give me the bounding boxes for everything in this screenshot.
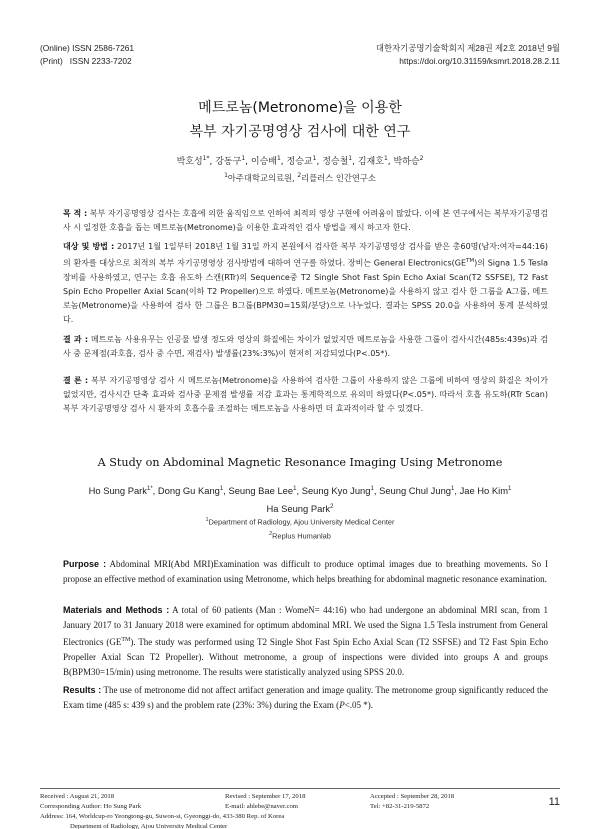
author-affiliation-mark: 1 <box>293 486 297 492</box>
accepted-date: Accepted : September 28, 2018 <box>370 793 455 800</box>
issn-online: (Online) ISSN 2586-7261 <box>40 43 135 53</box>
author-affiliation-mark: 1 <box>370 486 374 492</box>
author-affiliation-mark: 1 <box>348 155 353 162</box>
author-affiliation-mark: 1 <box>508 486 512 492</box>
address-line1: Address: 164, Worldcup-ro Yeongtong-gu, Suwon-si, Gyeonggi-do, 433-380 Rep. of Korea <box>40 813 285 820</box>
corresponding-author: Corresponding Author: Ho Sung Park <box>40 803 142 810</box>
author-name: 김재호 <box>357 157 384 167</box>
author-name: Seung Bae Lee <box>228 485 294 497</box>
korean-purpose <box>63 207 548 235</box>
english-title: A Study on Abdominal Magnetic Resonance Imaging Using Metronome <box>97 456 503 469</box>
affiliation-name: 리플러스 인간연구소 <box>301 173 376 183</box>
author-affiliation-mark: 1 <box>312 155 317 162</box>
korean-methods-text-a: 2017년 1월 1일부터 2018년 1월 31일 까지 본원에서 검사한 복부 자기공명영상 검사를 받은 총60명(남자:여자=44:16)의 환자를 대상으로 최적의 복부 자기공명영상 검사방법에 대하여 연구를 하였다. 장비는 General Electronics(GE <box>63 242 548 268</box>
korean-methods-label: 대상 및 방법 : <box>63 242 115 251</box>
affiliation-mark: 2 <box>269 531 273 538</box>
page-number: 11 <box>548 796 560 808</box>
english-authors: Ho Sung Park$^{1*}$, Dong Gu Kang$^1$, Seung Bae Lee$^1$, Seung Kyo Jung$^1$, Seung Chul Jung$^1$, Jae Ho Kim$^1$ Ha Seung Park$^2$ <box>88 485 512 515</box>
english-methods-tm: TM <box>121 637 131 643</box>
english-methods-text-b: ). The study was performed using T2 Single Shot Fast Spin Echo Axial Scan (T2 SSFSE) and T2 Fast Spin Echo Propeller Axial Scan T2 Propeller). Without metronome, a group of inspections were divided into groups A and groups B(BPM30=15/min) using metronome. The results were statistically analyzed using SPSS 20.0. <box>63 637 548 677</box>
issn-print: (Print) ISSN 2233-7202 <box>40 56 132 66</box>
author-affiliation-mark: 1 <box>219 486 224 492</box>
korean-results-label: 결 과 : <box>63 335 89 344</box>
author-name: Seung Chul Jung <box>379 485 451 497</box>
author-name: 박하승 <box>393 157 420 167</box>
author-name: 강동구 <box>215 157 242 167</box>
author-name: 정승철 <box>322 157 349 167</box>
korean-methods-tm: TM <box>466 258 475 264</box>
english-purpose-label: Purpose : <box>63 559 107 569</box>
author-name: Ho Sung Park <box>88 485 147 497</box>
author-name: 정승교 <box>286 157 313 167</box>
author-name: 박호성 <box>176 157 203 167</box>
english-methods-label: Materials and Methods : <box>63 605 170 615</box>
korean-affiliations: $^1$아주대학교의료원, $^2$리플러스 인간연구소 <box>224 172 376 183</box>
author-affiliation-mark: 2 <box>419 155 424 162</box>
korean-purpose-label: 목 적 : <box>63 209 88 218</box>
footer-divider <box>40 788 560 789</box>
address-line2: Department of Radiology, Ajou University Medical Center <box>70 823 228 829</box>
author-affiliation-mark: 1 <box>276 155 281 162</box>
author-name: Ha Seung Park <box>266 503 331 515</box>
revised-date: Revised : September 17, 2018 <box>225 793 306 800</box>
author-affiliation-mark: 1 <box>383 155 388 162</box>
korean-conclusion <box>63 374 548 416</box>
author-name: Dong Gu Kang <box>157 485 220 497</box>
korean-methods-text-b: )의 Signa 1.5 Tesla 장비를 사용하였고, 연구는 호흡 유도하 스캔(RTr)의 Sequence중 T2 Single Shot Fast Spin Echo Axial Scan(T2 SSFSE), T2 Fast Spin Echo Propeller Axial Scan(이하 T2 Propeller)으로 하였다. 메트로놈(Metronome)을 사용하지 않고 검사 한 그룹을 A그룹, 메트로놈(Metronome)을 사용하여 검사 한 그룹은 B그룹(BPM30=15회/분당)으로 나누었다. 결과는 SPSS 20.0을 사용하여 통계 분석하였다. <box>63 258 548 324</box>
english-results-p: P <box>339 700 345 710</box>
korean-results <box>63 333 548 361</box>
author-affiliation-mark: 1 <box>451 486 455 492</box>
korean-title-line2: 복부 자기공명영상 검사에 대한 연구 <box>189 124 411 140</box>
author-name: Seung Kyo Jung <box>301 485 371 497</box>
telephone: Tel: +82-31-219-5872 <box>370 803 430 810</box>
korean-results-text: 메트로놈 사용유무는 인공물 발생 정도와 영상의 화질에는 차이가 없었지만 메트로놈을 사용한 그룹이 검사시간(485s:439s)과 검사 중 문제점(과호흡, 검사 중 수면, 재검사) 발생률(23%:3%)이 현저히 저감되었다(P<.05*). <box>63 335 548 358</box>
doi-link[interactable]: https://doi.org/10.31159/ksmrt.2018.28.2.11 <box>399 56 560 66</box>
journal-block <box>376 42 560 68</box>
author-affiliation-mark: 2 <box>330 504 334 511</box>
author-affiliation-mark: 1 <box>241 155 246 162</box>
author-name: 이승배 <box>250 157 277 167</box>
affiliation-name: Replus Humanlab <box>272 531 331 541</box>
received-date: Received : August 21, 2018 <box>40 793 115 800</box>
korean-methods <box>63 240 548 327</box>
english-results-label: Results : <box>63 685 102 695</box>
korean-conclusion-label: 결 론 : <box>63 376 89 385</box>
korean-authors: 박호성$^{1*}$, 강동구$^1$, 이승배$^1$, 정승교$^1$, 정승철$^1$, 김재호$^1$, 박하승$^2$ <box>176 155 424 167</box>
issn-block <box>40 42 134 68</box>
author-affiliation-mark: 1* <box>202 155 210 162</box>
english-methods <box>63 603 548 680</box>
email: E-mail: ablebe@naver.com <box>225 803 299 810</box>
english-purpose <box>63 557 548 587</box>
author-affiliation-mark: 1* <box>146 486 153 492</box>
affiliation-mark: 1 <box>224 172 228 180</box>
author-name: Jae Ho Kim <box>459 485 509 497</box>
affiliation-mark: 2 <box>297 172 302 180</box>
affiliation-name: 아주대학교의료원 <box>227 173 293 183</box>
english-purpose-text: Abdominal MRI(Abd MRI)Examination was difficult to produce optimal images due to breathing movements. So I propose an effective method of examination using Metronome, which helps breathing for abdominal magnetic resonance examination. <box>63 559 549 584</box>
affiliation-name: Department of Radiology, Ajou University Medical Center <box>208 517 395 527</box>
english-results <box>63 683 548 713</box>
korean-title <box>0 96 600 144</box>
journal-citation: 대한자기공명기술학회지 제28권 제2호 2018년 9월 <box>375 43 560 53</box>
korean-conclusion-text: 복부 자기공명영상 검사 시 메트로놈(Metronome)을 사용하여 검사한 그룹이 사용하지 않은 그룹에 비하여 영상의 화질은 차이가 없었지만, 검사시간 단축 효과와 검사중 문제점 발생률 저감 효과는 통계학적으로 유의미 하였다(P<.05*). 따라서 호흡 유도하(RTr Scan) 복부 자기공명영상 검사 시 환자의 호흡수를 조절하는 메트로놈을 사용하면 더 효과적이라 할 수 있겠다. <box>63 376 549 413</box>
affiliation-mark: 1 <box>205 517 209 523</box>
english-results-text-a: The use of metronome did not affect artifact generation and image quality. The metronome group significantly reduced the Exam time (485 s: 439 s) and the problem rate (23%: 3%) during the Exam ( <box>63 685 548 710</box>
english-results-text-b: <.05 *). <box>344 700 374 710</box>
english-methods-text-a: A total of 60 patients (Man : WomeN= 44:16) who had undergone an abdominal MRI scan, from 1 January 2017 to 31 January 2018 were examined for optimum abdominal MRI. We used the Signa 1.5 Tesla instrument from General Electronics (GE <box>63 605 548 647</box>
korean-purpose-text: 복부 자기공명영상 검사는 호흡에 의한 움직임으로 인하여 최적의 영상 구현에 어려움이 많았다. 이에 본 연구에서는 복부자기공명검사 시 일정한 호흡을 돕는 메트로놈(Metronome)을 이용한 효과적인 검사 방법을 제시 하고자 한다. <box>63 209 548 232</box>
korean-title-line1: 메트로놈(Metronome)을 이용한 <box>198 100 402 116</box>
english-affiliations <box>0 514 600 543</box>
